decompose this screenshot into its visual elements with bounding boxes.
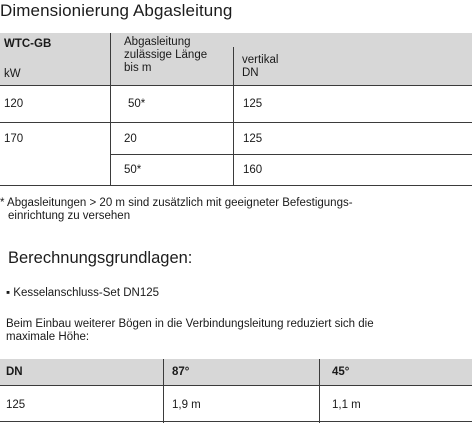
table-header-band <box>0 359 472 385</box>
col-divider-1 <box>163 359 164 423</box>
col1-unit: kW <box>4 68 21 80</box>
page-title: Dimensionierung Abgasleitung <box>0 1 233 20</box>
elbow-reduction-table <box>0 359 472 423</box>
row-divider <box>110 154 472 155</box>
section-title: Berechnungsgrundlagen: <box>8 249 193 267</box>
table-cell: 1,9 m <box>172 399 201 411</box>
col3-header-line2: DN <box>242 67 259 79</box>
col-divider-1 <box>110 33 111 186</box>
row-divider <box>0 85 472 86</box>
table2-header: 45° <box>332 366 350 378</box>
table-header-band <box>0 33 472 85</box>
flue-dimension-table <box>0 33 472 186</box>
row-divider <box>0 185 472 186</box>
bullet-item: ▪ Kesselanschluss-Set DN125 <box>6 287 160 299</box>
paragraph-line2: maximale Höhe: <box>6 331 90 343</box>
col-divider-2 <box>233 47 234 186</box>
table-cell: 20 <box>124 133 137 145</box>
table-cell: 170 <box>4 133 24 145</box>
col2-header-line2: zulässige Länge <box>124 49 208 61</box>
table-cell: 120 <box>4 98 24 110</box>
footnote-line1: * Abgasleitungen > 20 m sind zusätzlich mit geeigneter Befestigungs- <box>0 197 353 209</box>
col2-header-line1: Abgasleitung <box>124 36 191 48</box>
paragraph-line1: Beim Einbau weiterer Bögen in die Verbindungsleitung reduziert sich die <box>6 318 374 330</box>
table-cell: 125 <box>243 98 263 110</box>
table-cell: 125 <box>6 399 26 411</box>
table2-header: 87° <box>172 366 190 378</box>
col3-header-line1: vertikal <box>242 54 279 66</box>
row-divider <box>0 421 472 422</box>
footnote-line2: einrichtung zu versehen <box>8 210 131 222</box>
table2-header: DN <box>6 366 23 378</box>
col2-header-line3: bis m <box>124 62 152 74</box>
col1-header: WTC-GB <box>4 38 52 50</box>
col-divider-2 <box>319 359 320 423</box>
table-cell: 50* <box>124 164 142 176</box>
table-cell: 125 <box>243 133 263 145</box>
row-divider <box>0 122 472 123</box>
table-cell: 160 <box>243 164 263 176</box>
table-cell: 1,1 m <box>332 399 361 411</box>
table-cell: 50* <box>128 98 146 110</box>
row-divider <box>0 385 472 386</box>
